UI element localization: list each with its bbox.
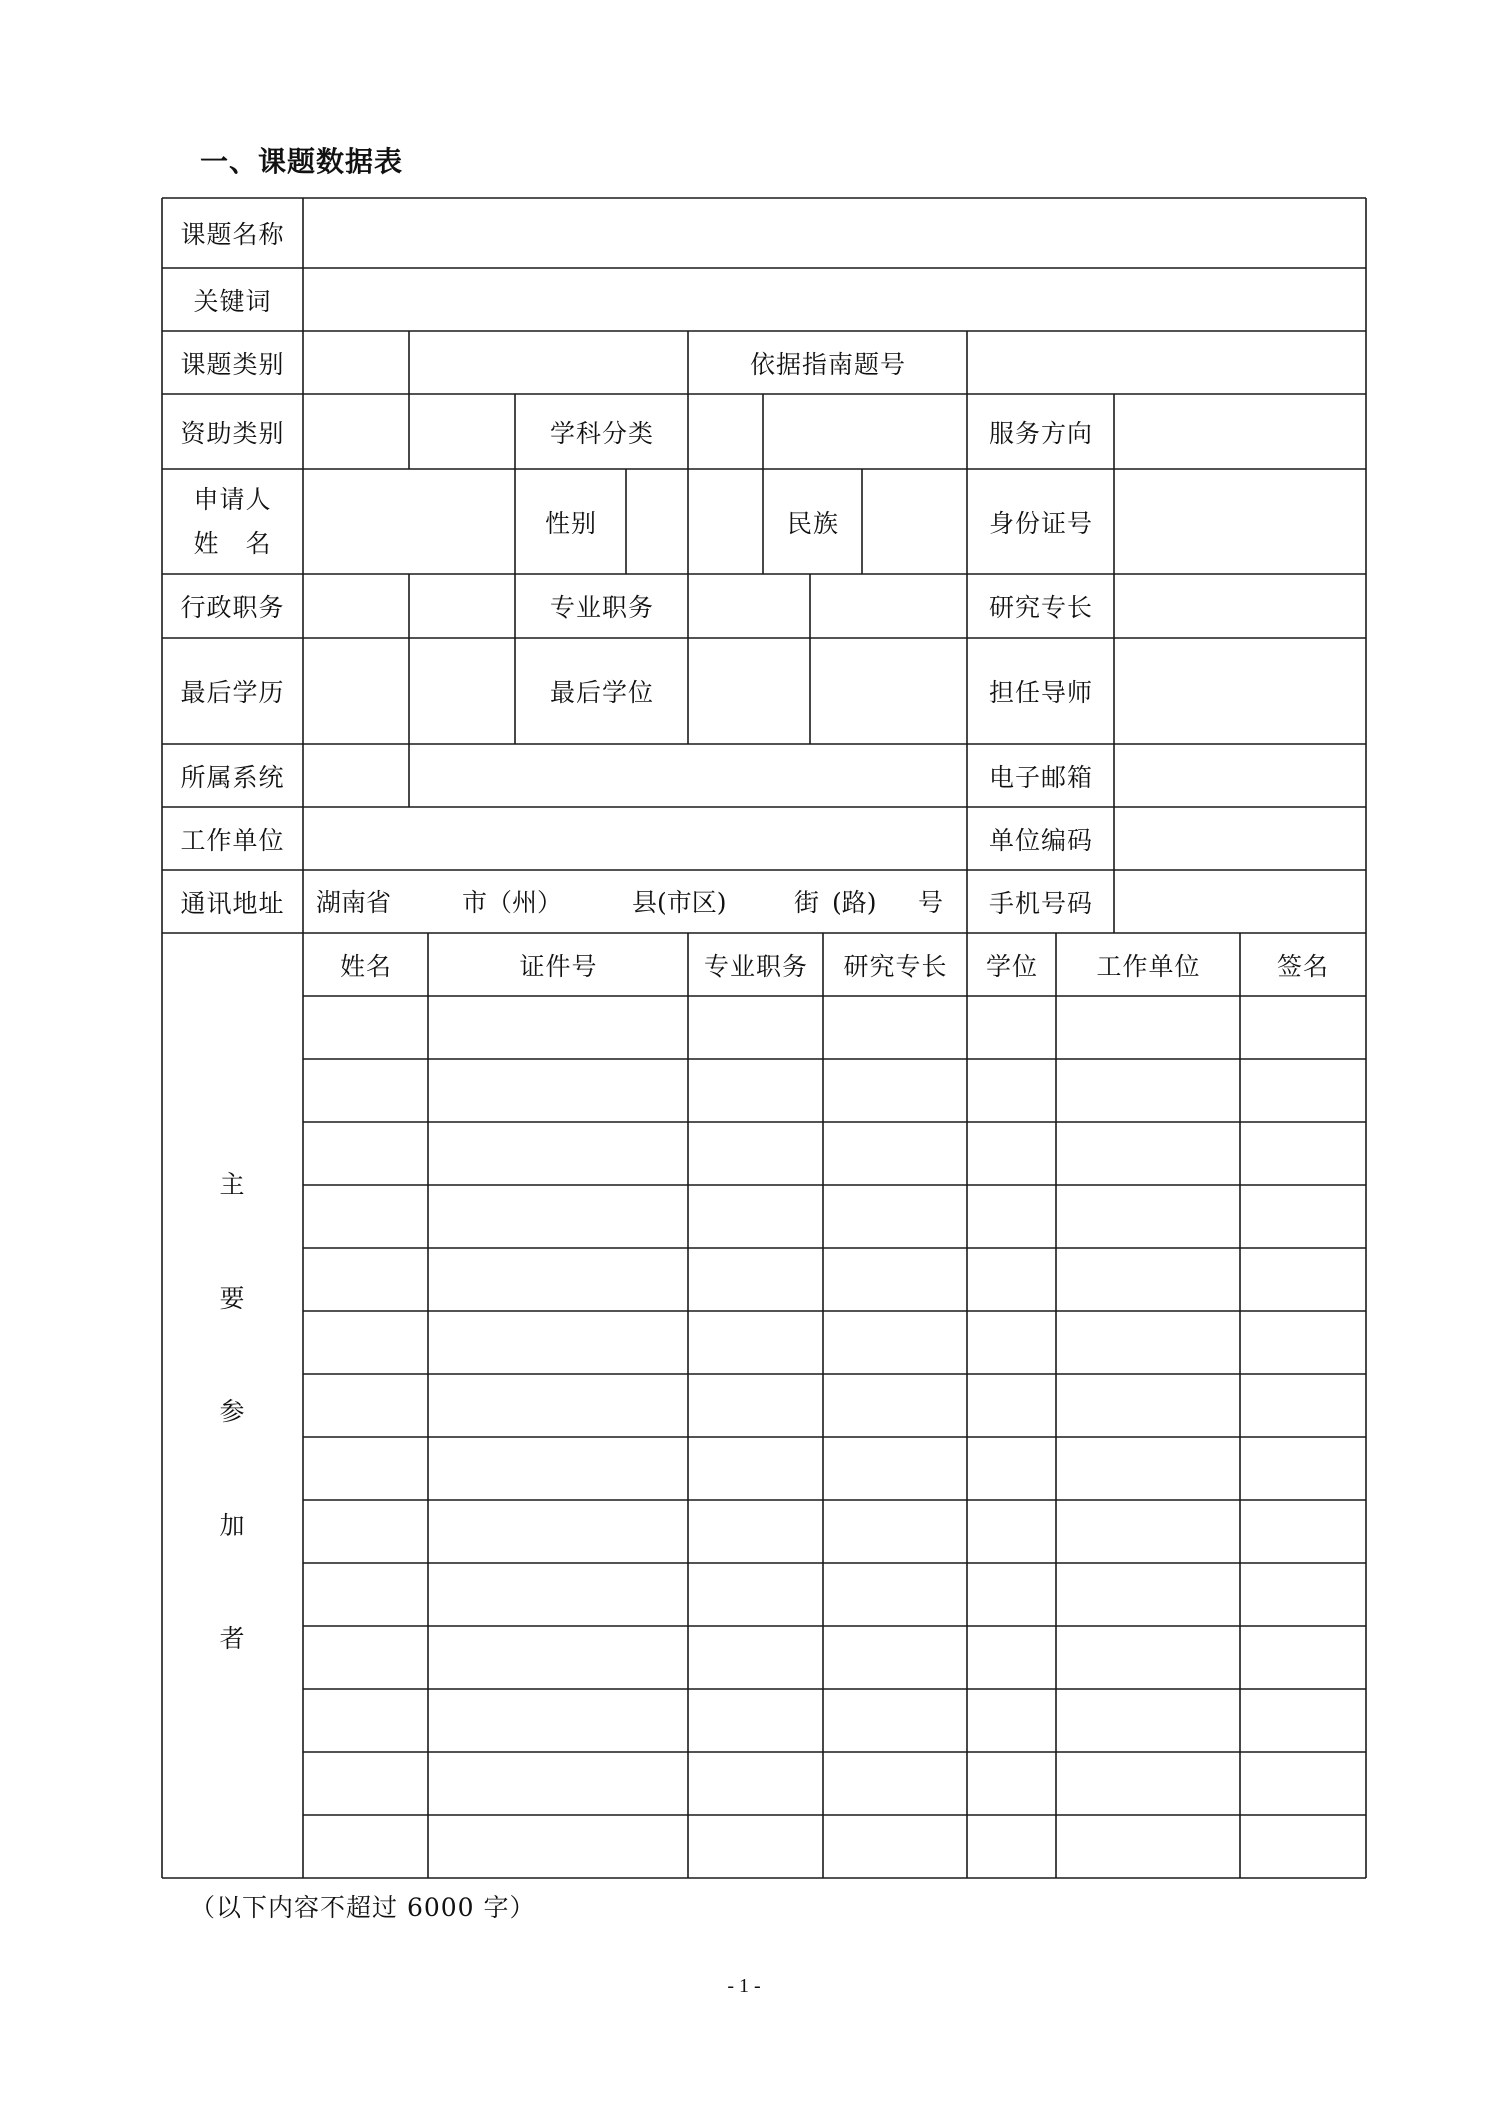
- participant-name-input[interactable]: [304, 1753, 428, 1814]
- page-number: - 1 -: [727, 1975, 761, 1997]
- participant-signature-input[interactable]: [1241, 1501, 1365, 1562]
- participant-degree-input[interactable]: [968, 1375, 1056, 1436]
- label-research-specialty: 研究专长: [988, 593, 1093, 622]
- participant-title-input[interactable]: [689, 1249, 823, 1310]
- participant-id-input[interactable]: [429, 1501, 688, 1562]
- label-unit-code: 单位编码: [988, 825, 1093, 855]
- participant-name-input[interactable]: [304, 1816, 428, 1877]
- participant-degree-input[interactable]: [968, 1312, 1056, 1373]
- participant-unit-input[interactable]: [1057, 1060, 1240, 1121]
- participant-unit-input[interactable]: [1057, 1753, 1240, 1814]
- system-input[interactable]: [410, 745, 967, 806]
- participant-name-input[interactable]: [304, 1627, 428, 1688]
- participant-unit-input[interactable]: [1057, 1375, 1240, 1436]
- participant-specialty-input[interactable]: [824, 1186, 967, 1247]
- label-address: 通讯地址: [180, 888, 285, 918]
- col-header-unit: 工作单位: [1096, 951, 1201, 981]
- participant-signature-input[interactable]: [1241, 1753, 1365, 1814]
- participant-name-input[interactable]: [304, 1564, 428, 1625]
- side-char: 主: [219, 1170, 245, 1199]
- funding-category-input[interactable]: [410, 395, 515, 468]
- participant-id-input[interactable]: [429, 1816, 688, 1877]
- participant-id-input[interactable]: [429, 1249, 688, 1310]
- label-email: 电子邮箱: [988, 762, 1093, 792]
- discipline-code-input[interactable]: [689, 395, 763, 468]
- participant-title-input[interactable]: [689, 1312, 823, 1373]
- participant-id-input[interactable]: [429, 1564, 688, 1625]
- participant-title-input[interactable]: [689, 1627, 823, 1688]
- participant-id-input[interactable]: [429, 1438, 688, 1499]
- participant-unit-input[interactable]: [1057, 1501, 1240, 1562]
- participant-signature-input[interactable]: [1241, 1375, 1365, 1436]
- label-mobile: 手机号码: [988, 888, 1093, 918]
- participant-unit-input[interactable]: [1057, 1123, 1240, 1184]
- label-applicant-name: [162, 469, 303, 574]
- participant-name-input[interactable]: [304, 1186, 428, 1247]
- section-heading: 一、课题数据表: [200, 145, 404, 178]
- participant-id-input[interactable]: [429, 1627, 688, 1688]
- participant-name-input[interactable]: [304, 1501, 428, 1562]
- label-ethnicity: 民族: [786, 508, 839, 538]
- participant-name-input[interactable]: [304, 1312, 428, 1373]
- address-number: 号: [918, 888, 944, 917]
- participant-name-input[interactable]: [304, 997, 428, 1058]
- participant-title-input[interactable]: [689, 1060, 823, 1121]
- education-input[interactable]: [410, 639, 515, 743]
- participant-degree-input[interactable]: [968, 1564, 1056, 1625]
- participant-specialty-input[interactable]: [824, 1060, 967, 1121]
- participant-degree-input[interactable]: [968, 1438, 1056, 1499]
- participant-degree-input[interactable]: [968, 1816, 1056, 1877]
- work-unit-input[interactable]: [304, 808, 967, 869]
- topic-category-code-input[interactable]: [304, 332, 409, 393]
- participant-name-input[interactable]: [304, 1060, 428, 1121]
- participant-unit-input[interactable]: [1057, 1564, 1240, 1625]
- col-header-degree: 学位: [985, 951, 1038, 981]
- supervisor-input[interactable]: [1115, 639, 1365, 743]
- topic-category-input[interactable]: [410, 332, 688, 393]
- label-applicant-line1: 申请人: [193, 484, 272, 514]
- participant-name-input[interactable]: [304, 1690, 428, 1751]
- participant-signature-input[interactable]: [1241, 997, 1365, 1058]
- participant-id-input[interactable]: [429, 1186, 688, 1247]
- label-topic-name: 课题名称: [180, 220, 285, 249]
- participant-specialty-input[interactable]: [824, 1123, 967, 1184]
- participant-title-input[interactable]: [689, 1186, 823, 1247]
- address-county: 县(市区): [632, 888, 727, 917]
- participant-specialty-input[interactable]: [824, 1438, 967, 1499]
- participant-signature-input[interactable]: [1241, 1312, 1365, 1373]
- discipline-input[interactable]: [764, 395, 967, 468]
- participant-specialty-input[interactable]: [824, 997, 967, 1058]
- email-input[interactable]: [1115, 745, 1365, 806]
- label-guide-number: 依据指南题号: [749, 349, 906, 379]
- label-service-direction: 服务方向: [988, 418, 1093, 448]
- label-discipline: 学科分类: [549, 418, 654, 448]
- gender-input[interactable]: [627, 470, 688, 573]
- participant-specialty-input[interactable]: [824, 1816, 967, 1877]
- participant-title-input[interactable]: [689, 1438, 823, 1499]
- participant-degree-input[interactable]: [968, 1501, 1056, 1562]
- label-work-unit: 工作单位: [180, 825, 285, 855]
- participant-signature-input[interactable]: [1241, 1816, 1365, 1877]
- system-code-input[interactable]: [304, 745, 409, 806]
- participant-degree-input[interactable]: [968, 1123, 1056, 1184]
- guide-number-input[interactable]: [968, 332, 1365, 393]
- ethnicity-input[interactable]: [863, 470, 967, 573]
- participant-signature-input[interactable]: [1241, 1123, 1365, 1184]
- col-header-signature: 签名: [1276, 951, 1329, 981]
- participant-signature-input[interactable]: [1241, 1438, 1365, 1499]
- id-number-input[interactable]: [1115, 470, 1365, 573]
- label-gender: 性别: [544, 508, 597, 538]
- participant-title-input[interactable]: [689, 1753, 823, 1814]
- participant-title-input[interactable]: [689, 1690, 823, 1751]
- applicant-name-input[interactable]: [304, 470, 515, 573]
- participant-unit-input[interactable]: [1057, 1312, 1240, 1373]
- participant-signature-input[interactable]: [1241, 1186, 1365, 1247]
- participant-degree-input[interactable]: [968, 1627, 1056, 1688]
- admin-position-code-input[interactable]: [304, 575, 409, 637]
- participant-specialty-input[interactable]: [824, 1249, 967, 1310]
- participant-id-input[interactable]: [429, 1312, 688, 1373]
- participant-specialty-input[interactable]: [824, 1690, 967, 1751]
- participant-id-input[interactable]: [429, 1753, 688, 1814]
- label-professional-title: 专业职务: [549, 593, 654, 622]
- research-specialty-input[interactable]: [1115, 575, 1365, 637]
- education-code-input[interactable]: [304, 639, 409, 743]
- col-header-name: 姓名: [339, 951, 392, 981]
- participant-specialty-input[interactable]: [824, 1627, 967, 1688]
- label-admin-position: 行政职务: [180, 593, 285, 622]
- participant-specialty-input[interactable]: [824, 1375, 967, 1436]
- participant-unit-input[interactable]: [1057, 1186, 1240, 1247]
- participant-title-input[interactable]: [689, 1123, 823, 1184]
- participant-specialty-input[interactable]: [824, 1564, 967, 1625]
- participant-specialty-input[interactable]: [824, 1753, 967, 1814]
- participant-title-input[interactable]: [689, 1564, 823, 1625]
- keywords-input[interactable]: [304, 269, 1365, 330]
- topic-name-input[interactable]: [304, 199, 1365, 267]
- participant-specialty-input[interactable]: [824, 1501, 967, 1562]
- side-char: 加: [219, 1510, 245, 1540]
- side-char: 参: [219, 1397, 245, 1426]
- label-keywords: 关键词: [193, 286, 272, 316]
- address-road: (路): [832, 888, 877, 917]
- participant-id-input[interactable]: [429, 997, 688, 1058]
- participant-specialty-input[interactable]: [824, 1312, 967, 1373]
- participant-degree-input[interactable]: [968, 1186, 1056, 1247]
- side-char: 要: [219, 1283, 245, 1313]
- side-char: 者: [219, 1624, 245, 1653]
- address-input[interactable]: [304, 870, 967, 933]
- col-header-id-no: 证件号: [519, 951, 598, 981]
- address-city: 市（州）: [462, 888, 563, 917]
- participants-side-label: [163, 1165, 301, 1655]
- label-highest-degree: 最后学位: [549, 678, 654, 707]
- participant-unit-input[interactable]: [1057, 1627, 1240, 1688]
- participant-id-input[interactable]: [429, 1375, 688, 1436]
- participant-title-input[interactable]: [689, 1816, 823, 1877]
- gender-extra-input[interactable]: [689, 470, 763, 573]
- label-id-number: 身份证号: [988, 508, 1093, 538]
- participant-unit-input[interactable]: [1057, 1816, 1240, 1877]
- participant-signature-input[interactable]: [1241, 1249, 1365, 1310]
- participant-name-input[interactable]: [304, 1123, 428, 1184]
- participant-signature-input[interactable]: [1241, 1690, 1365, 1751]
- label-applicant-line2: 姓 名: [193, 528, 272, 558]
- admin-position-input[interactable]: [410, 575, 515, 637]
- participant-id-input[interactable]: [429, 1690, 688, 1751]
- participant-title-input[interactable]: [689, 1501, 823, 1562]
- participant-signature-input[interactable]: [1241, 1564, 1365, 1625]
- participant-unit-input[interactable]: [1057, 997, 1240, 1058]
- participant-unit-input[interactable]: [1057, 1249, 1240, 1310]
- service-direction-input[interactable]: [1115, 395, 1365, 468]
- unit-code-input[interactable]: [1115, 808, 1365, 869]
- participant-unit-input[interactable]: [1057, 1438, 1240, 1499]
- participant-title-input[interactable]: [689, 1375, 823, 1436]
- participant-degree-input[interactable]: [968, 997, 1056, 1058]
- participant-signature-input[interactable]: [1241, 1060, 1365, 1121]
- funding-code-input[interactable]: [304, 395, 409, 468]
- label-supervisor: 担任导师: [988, 678, 1093, 707]
- participant-unit-input[interactable]: [1057, 1690, 1240, 1751]
- professional-title-code-input[interactable]: [689, 575, 810, 637]
- label-funding-category: 资助类别: [180, 418, 285, 448]
- label-system: 所属系统: [180, 762, 285, 792]
- mobile-input[interactable]: [1115, 871, 1365, 932]
- address-province: 湖南省: [316, 888, 392, 917]
- professional-title-input[interactable]: [811, 575, 967, 637]
- participant-title-input[interactable]: [689, 997, 823, 1058]
- col-header-specialty: 研究专长: [843, 951, 948, 981]
- label-topic-category: 课题类别: [180, 349, 285, 379]
- participant-id-input[interactable]: [429, 1123, 688, 1184]
- col-header-title: 专业职务: [703, 951, 808, 981]
- participant-id-input[interactable]: [429, 1060, 688, 1121]
- participant-degree-input[interactable]: [968, 1690, 1056, 1751]
- participant-degree-input[interactable]: [968, 1249, 1056, 1310]
- participant-name-input[interactable]: [304, 1249, 428, 1310]
- participant-name-input[interactable]: [304, 1375, 428, 1436]
- degree-code-input[interactable]: [689, 639, 810, 743]
- degree-input[interactable]: [811, 639, 967, 743]
- participant-degree-input[interactable]: [968, 1060, 1056, 1121]
- footnote: （以下内容不超过 6000 字）: [190, 1893, 536, 1922]
- participant-name-input[interactable]: [304, 1438, 428, 1499]
- participant-signature-input[interactable]: [1241, 1627, 1365, 1688]
- label-highest-education: 最后学历: [180, 678, 285, 707]
- participant-degree-input[interactable]: [968, 1753, 1056, 1814]
- address-street: 街: [794, 888, 820, 917]
